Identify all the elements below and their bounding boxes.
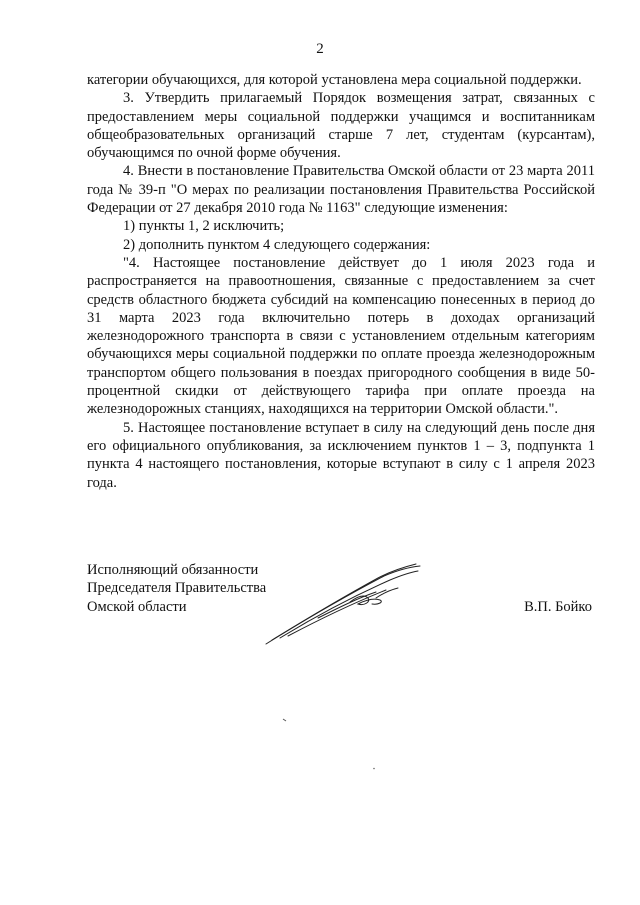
paragraph-item-4: 4. Внести в постановление Правительства Омской области от 23 марта 2011 года № 39-п "О мерах по реализации постановления Правительства Российской Федерации от 27 декабря 2010 года № 1163" следующие изменения: bbox=[87, 163, 595, 217]
scan-speck bbox=[372, 767, 376, 770]
paragraph-continuation: категории обучающихся, для которой установлена мера социальной поддержки. bbox=[87, 72, 582, 88]
signatory-title-line: Председателя Правительства bbox=[87, 580, 267, 597]
page-number: 2 bbox=[316, 41, 324, 57]
signatory-name: В.П. Бойко bbox=[524, 599, 592, 615]
subitem-1: 1) пункты 1, 2 исключить; bbox=[123, 218, 285, 235]
handwritten-signature bbox=[258, 558, 428, 650]
signatory-title-line: Омской области bbox=[87, 598, 187, 615]
scan-speck bbox=[282, 718, 288, 722]
quoted-new-item-4: "4. Настоящее постановление действует до 1 июля 2023 года и распространяется на правоотношения, связанные с предоставлением за счет средств областного бюджета субсидий на компенсацию понесенных в период до 31 марта 2023 года включительно потерь в доходах организаций железнодорожного транспорта в связи с установлением отдельным категориям обучающихся меры социальной поддержки по оплате проезда железнодорожным транспортом общего пользования в поездах пригородного сообщения в виде 50-процентной скидки от действующего тарифа при оплате проезда на железнодорожных станциях, находящихся на территории Омской области.". bbox=[87, 254, 595, 418]
signatory-title bbox=[87, 561, 266, 616]
paragraph-item-5: 5. Настоящее постановление вступает в силу на следующий день после дня его официального опубликования, за исключением пунктов 1 – 3, подпункта 1 пункта 4 настоящего постановления, которые вступают в силу с 1 апреля 2023 года. bbox=[87, 419, 595, 491]
signatory-title-line: Исполняющий обязанности bbox=[87, 562, 259, 578]
subitem-2: 2) дополнить пунктом 4 следующего содержания: bbox=[123, 236, 431, 253]
document-body bbox=[87, 71, 595, 492]
paragraph-item-3: 3. Утвердить прилагаемый Порядок возмещения затрат, связанных с предоставлением меры социальной поддержки учащимся и воспитанникам общеобразовательных организаций старше 7 лет, студентам (курсантам), обучающимся по очной форме обучения. bbox=[87, 90, 595, 162]
